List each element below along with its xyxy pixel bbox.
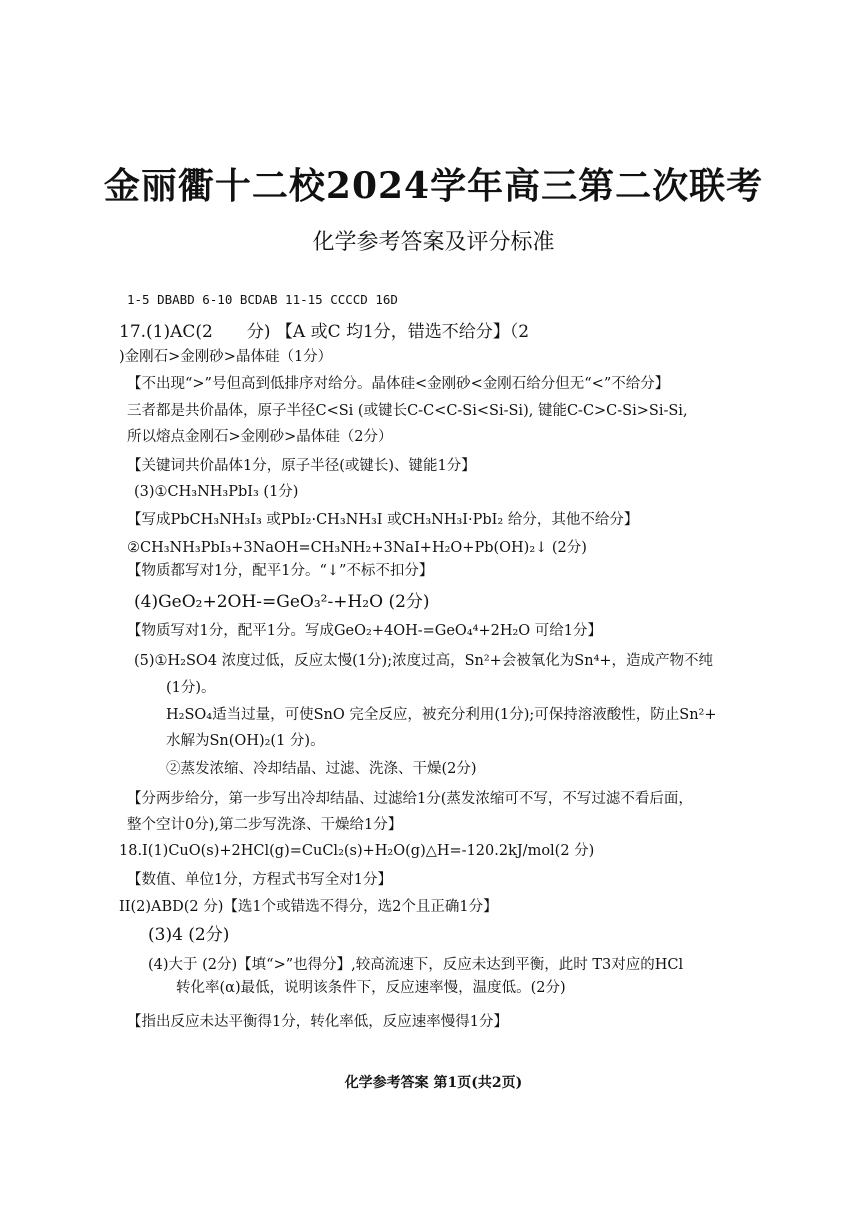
q17-4-line: (4)GeO₂+2OH-=GeO₃²-+H₂O (2分): [134, 592, 430, 612]
q17-5-1-cont: (1分)。: [166, 680, 216, 696]
q17-3-1-line: (3)①CH₃NH₃PbI₃ (1分): [134, 484, 299, 500]
q17-2-reason-line: 三者都是共价晶体，原子半径C<Si (或键长C-C<C-Si<Si-Si), 键能C-C>C-Si>Si-Si,: [127, 403, 688, 419]
q18-4-note: 【指出反应未达平衡得1分，转化率低，反应速率慢得1分】: [127, 1014, 508, 1030]
q18-1-note: 【数值、单位1分，方程式书写全对1分】: [127, 872, 392, 888]
page-subtitle: 化学参考答案及评分标准: [312, 230, 555, 255]
q17-2-keyword-note: 【关键词共价晶体1分，原子半径(或键长)、键能1分】: [127, 458, 476, 474]
q17-5-1-reason-cont: 水解为Sn(OH)₂(1 分)。: [166, 733, 325, 749]
q17-3-1-note: 【写成PbCH₃NH₃I₃ 或PbI₂·CH₃NH₃I 或CH₃NH₃I·PbI₂ 给分，其他不给分】: [127, 512, 639, 528]
q18-2-line: II(2)ABD(2 分)【选1个或错选不得分，选2个且正确1分】: [119, 899, 498, 915]
q17-3-2-note: 【物质都写对1分，配平1分。“↓”不标不扣分】: [127, 563, 434, 579]
q17-5-1-reason: H₂SO₄适当过量，可使SnO 完全反应，被充分利用(1分);可保持溶液酸性，防止Sn²+: [166, 707, 717, 723]
q17-5-2-note: 【分两步给分，第一步写出冷却结晶、过滤给1分(蒸发浓缩可不写，不写过滤不看后面，: [127, 791, 693, 807]
q18-3-line: (3)4 (2分): [148, 925, 230, 945]
q17-4-note: 【物质写对1分，配平1分。写成GeO₂+4OH-=GeO₄⁴+2H₂O 可给1分】: [127, 623, 603, 639]
q17-5-2-note-cont: 整个空计0分),第二步写洗涤、干燥给1分】: [127, 817, 403, 833]
q18-4-cont: 转化率(α)最低，说明该条件下，反应速率慢，温度低。(2分): [176, 980, 566, 996]
q17-5-2-line: ②蒸发浓缩、冷却结晶、过滤、洗涤、干燥(2分): [166, 761, 477, 777]
q17-1-line: 17.(1)AC(2 分) 【A 或C 均1分，错选不给分】（2: [119, 322, 530, 342]
q17-3-2-line: ②CH₃NH₃PbI₃+3NaOH=CH₃NH₂+3NaI+H₂O+Pb(OH)₂↓ (2分): [127, 540, 587, 556]
q17-5-1-line: (5)①H₂SO4 浓度过低，反应太慢(1分);浓度过高，Sn²+会被氧化为Sn⁴+，造成产物不纯: [134, 653, 714, 669]
q18-4-line: (4)大于 (2分)【填“>”也得分】,较高流速下，反应未达到平衡，此时 T3对应的HCl: [148, 957, 684, 973]
q17-2-note-line: 【不出现“>”号但高到低排序对给分。晶体硅<金刚砂<金刚石给分但无“<”不给分】: [127, 376, 670, 392]
mc-answers-line: 1-5 DBABD 6-10 BCDAB 11-15 CCCCD 16D: [127, 292, 398, 307]
page-title: 金丽衢十二校2024学年高三第二次联考: [103, 165, 764, 207]
q18-1-line: 18.I(1)CuO(s)+2HCl(g)=CuCl₂(s)+H₂O(g)△H=-120.2kJ/mol(2 分): [119, 843, 595, 859]
q17-2-line: )金刚石>金刚砂>晶体硅（1分）: [119, 349, 333, 365]
q17-2-conclusion-line: 所以熔点金刚石>金刚砂>晶体硅（2分）: [127, 429, 393, 445]
page-footer: 化学参考答案 第1页(共2页): [344, 1075, 523, 1091]
